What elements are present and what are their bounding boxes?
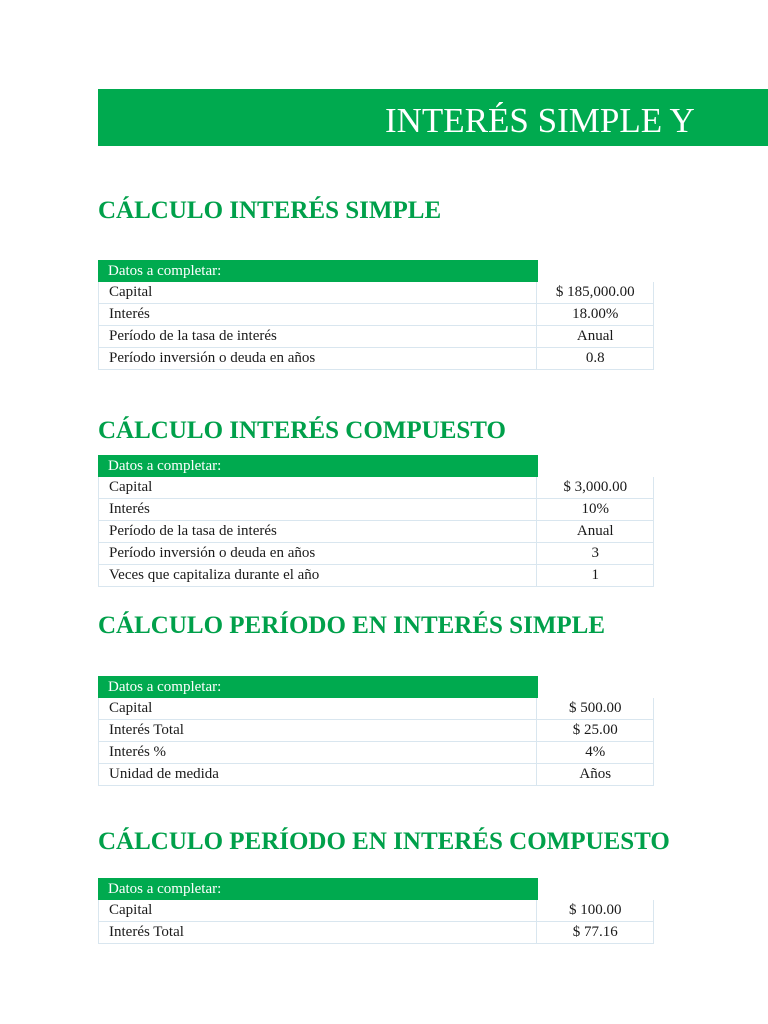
table-row: [98, 521, 654, 543]
row-value[interactable]: Anual: [536, 326, 654, 347]
row-label: Capital: [98, 698, 536, 719]
section-title: CÁLCULO PERÍODO EN INTERÉS COMPUESTO: [98, 828, 670, 855]
table-header: Datos a completar:: [98, 260, 538, 282]
section-simple-interest: [98, 196, 654, 366]
row-label: Capital: [98, 900, 536, 921]
section-period-compound-interest: [98, 827, 670, 940]
row-label: Interés Total: [98, 720, 536, 741]
row-value[interactable]: Anual: [536, 521, 654, 542]
row-value[interactable]: $ 500.00: [536, 698, 654, 719]
table-row: [98, 922, 654, 944]
row-value[interactable]: 3: [536, 543, 654, 564]
data-table: [98, 260, 654, 370]
row-value[interactable]: 1: [536, 565, 654, 586]
row-value[interactable]: 4%: [536, 742, 654, 763]
row-label: Veces que capitaliza durante el año: [98, 565, 536, 586]
table-row: [98, 764, 654, 786]
table-row: [98, 499, 654, 521]
row-label: Período de la tasa de interés: [98, 521, 536, 542]
row-label: Interés: [98, 499, 536, 520]
row-label: Capital: [98, 477, 536, 498]
data-table: [98, 878, 654, 944]
table-header: Datos a completar:: [98, 676, 538, 698]
table-header: Datos a completar:: [98, 455, 538, 477]
row-value[interactable]: Años: [536, 764, 654, 785]
table-row: [98, 326, 654, 348]
section-period-simple-interest: [98, 611, 654, 782]
table-row: [98, 304, 654, 326]
row-value[interactable]: $ 185,000.00: [536, 282, 654, 303]
row-label: Período de la tasa de interés: [98, 326, 536, 347]
table-row: [98, 565, 654, 587]
row-value[interactable]: $ 77.16: [536, 922, 654, 943]
data-table: [98, 676, 654, 786]
row-label: Interés: [98, 304, 536, 325]
section-title: CÁLCULO PERÍODO EN INTERÉS SIMPLE: [98, 612, 606, 639]
row-value[interactable]: $ 25.00: [536, 720, 654, 741]
row-label: Unidad de medida: [98, 764, 536, 785]
table-row: [98, 282, 654, 304]
table-row: [98, 543, 654, 565]
row-value[interactable]: 0.8: [536, 348, 654, 369]
table-header: Datos a completar:: [98, 878, 538, 900]
row-value[interactable]: $ 3,000.00: [536, 477, 654, 498]
table-row: [98, 698, 654, 720]
data-table: [98, 455, 654, 587]
row-label: Capital: [98, 282, 536, 303]
title-banner: [98, 89, 768, 146]
row-label: Período inversión o deuda en años: [98, 348, 536, 369]
row-label: Interés Total: [98, 922, 536, 943]
row-label: Período inversión o deuda en años: [98, 543, 536, 564]
section-title: CÁLCULO INTERÉS COMPUESTO: [98, 417, 506, 444]
table-row: [98, 720, 654, 742]
section-title: CÁLCULO INTERÉS SIMPLE: [98, 197, 442, 224]
page-title: INTERÉS SIMPLE Y: [385, 101, 695, 140]
row-value[interactable]: 10%: [536, 499, 654, 520]
section-compound-interest: [98, 416, 654, 583]
table-row: [98, 348, 654, 370]
table-row: [98, 477, 654, 499]
row-value[interactable]: $ 100.00: [536, 900, 654, 921]
table-row: [98, 900, 654, 922]
table-row: [98, 742, 654, 764]
row-value[interactable]: 18.00%: [536, 304, 654, 325]
row-label: Interés %: [98, 742, 536, 763]
